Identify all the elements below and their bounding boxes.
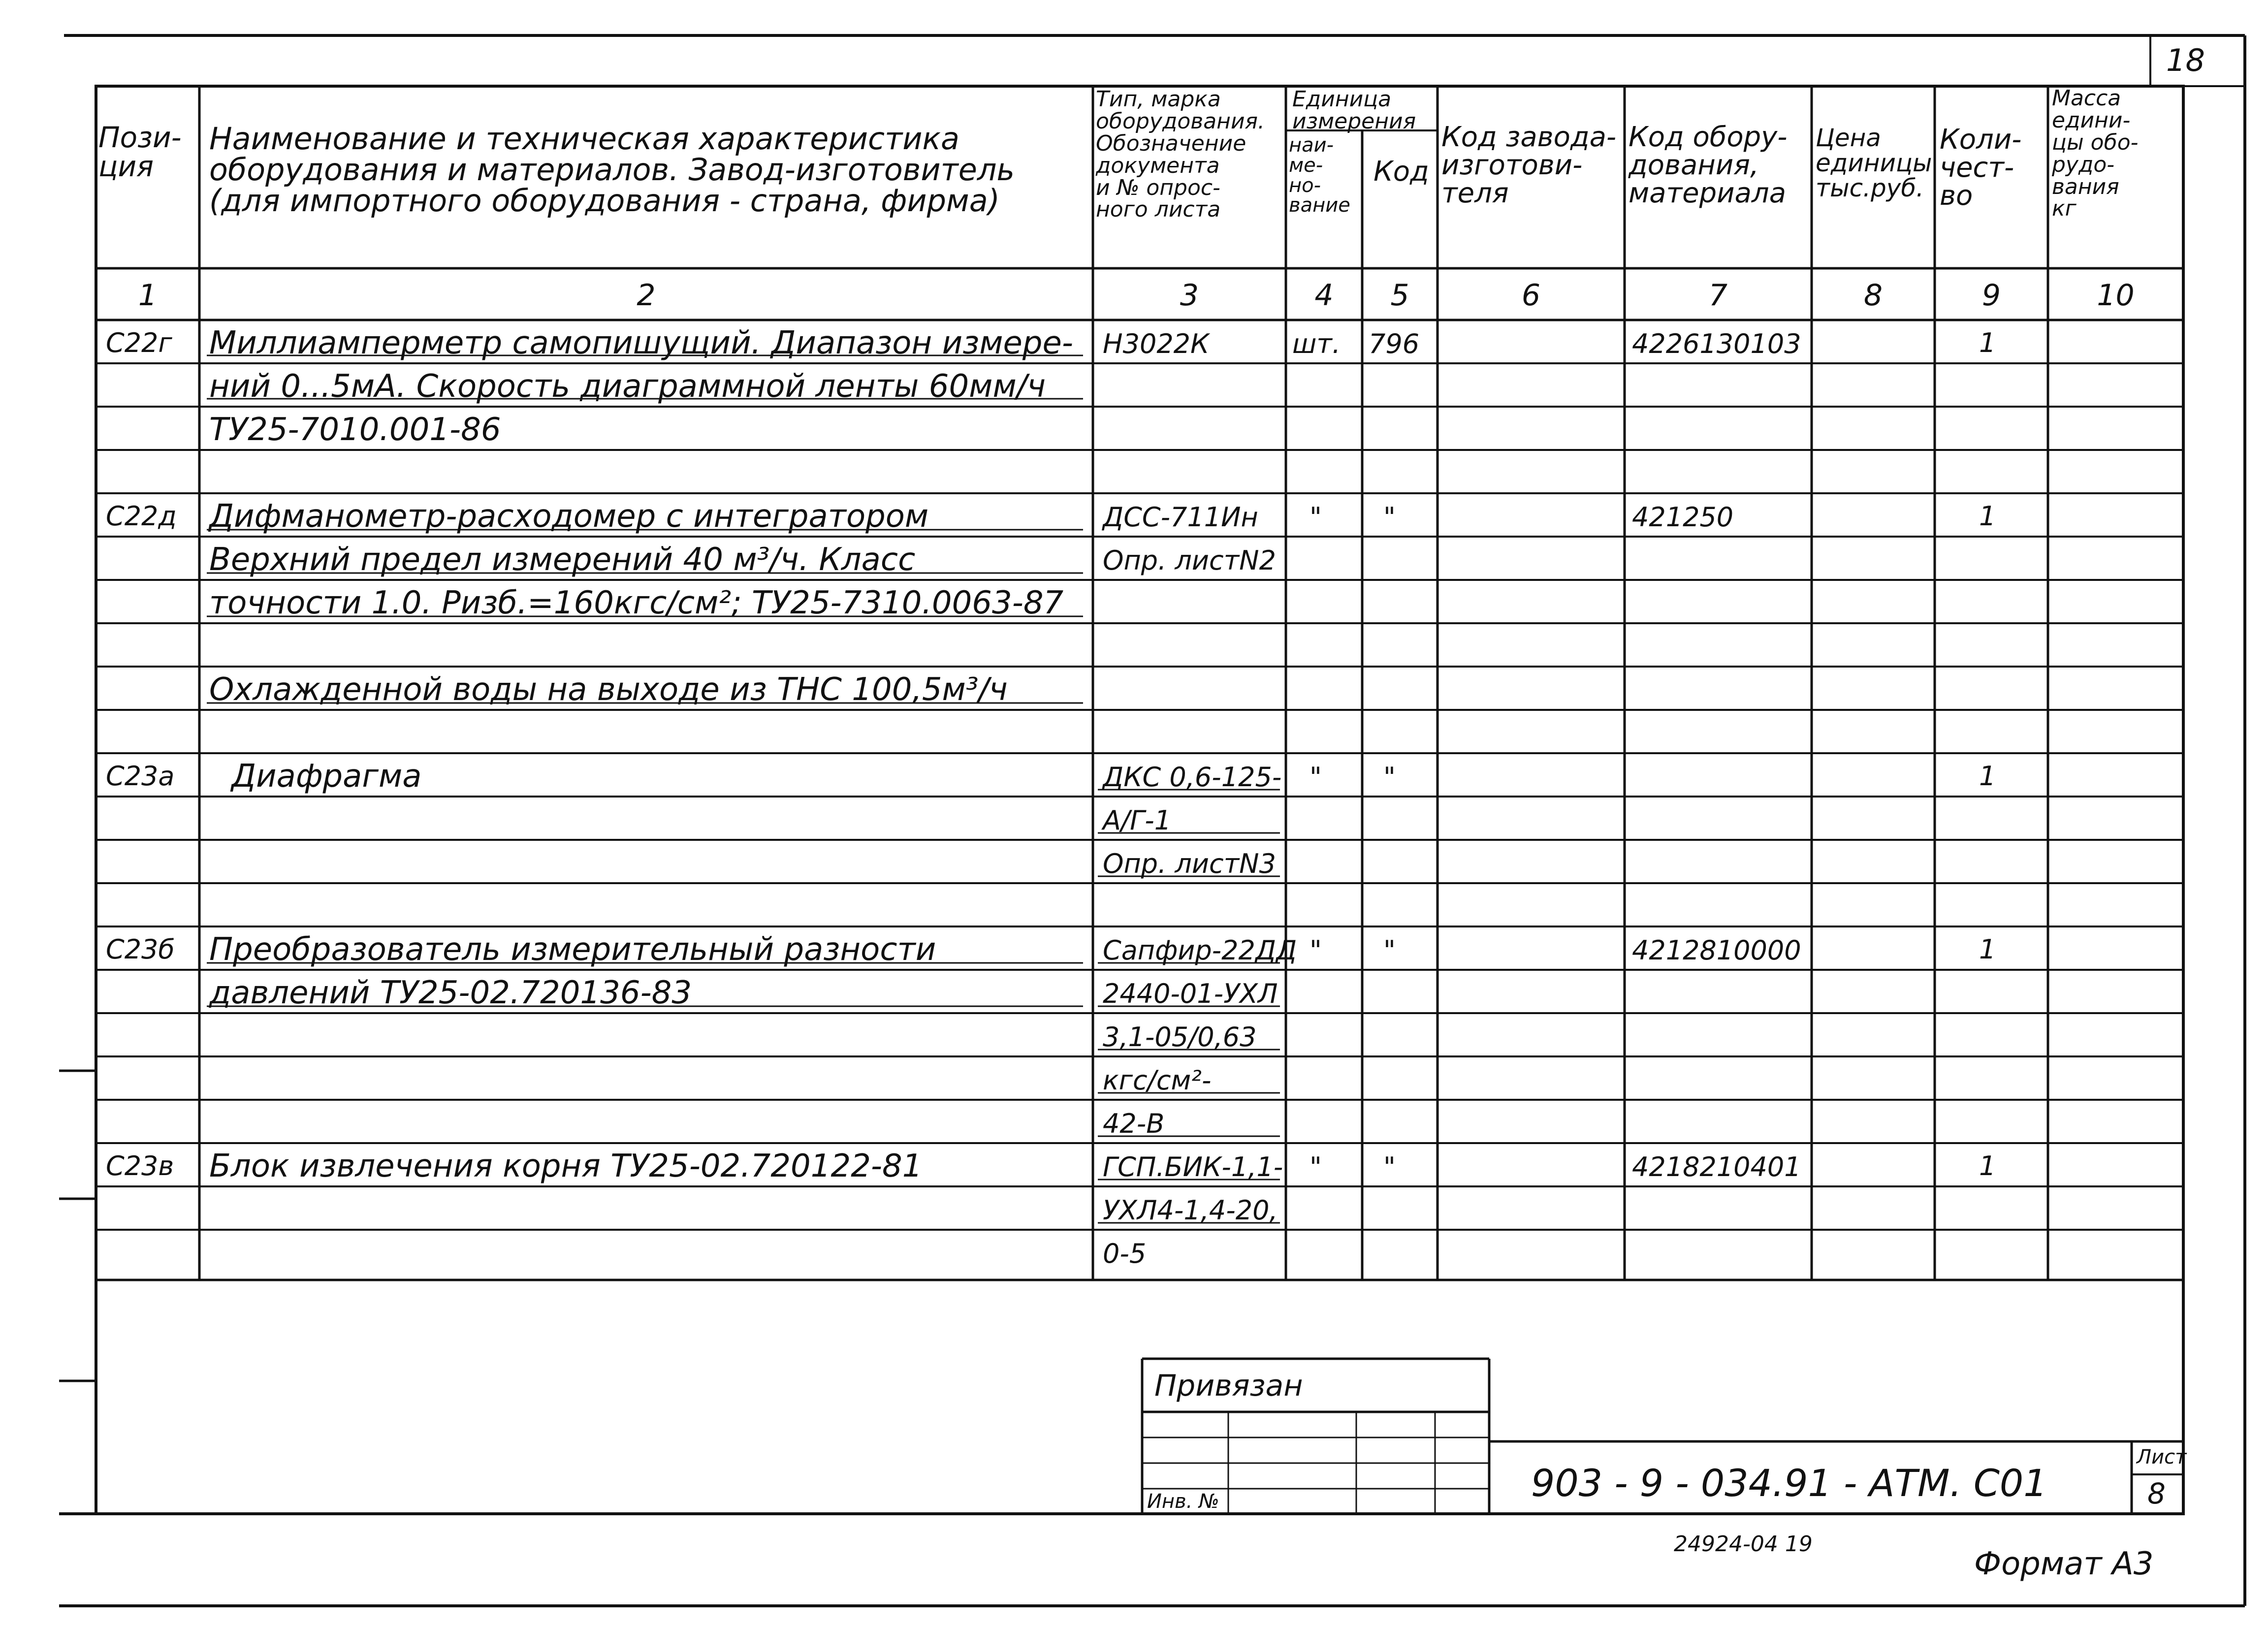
row-type: 42-В	[1103, 1108, 1165, 1139]
row-description-line: Диафрагма	[231, 758, 422, 795]
row-equipment-code: 4226130103	[1632, 328, 1801, 359]
row-position: С22д	[106, 501, 177, 532]
row-type: Сапфир-22ДД	[1103, 935, 1297, 966]
inventory-number-label: Инв. №	[1147, 1490, 1219, 1513]
row-description-line: Охлажденной воды на выходе из ТНС 100,5м³/ч	[209, 671, 1008, 708]
col-number: 7	[1708, 278, 1728, 313]
row-unit-code: 796	[1369, 328, 1420, 359]
row-position: С23в	[106, 1150, 174, 1181]
row-description-line: Миллиамперметр самопишущий. Диапазон измере-	[209, 325, 1073, 361]
row-quantity: 1	[1979, 501, 1996, 532]
header-unit-name: наи- ме- но- вание	[1289, 134, 1350, 217]
row-type: ДСС-711Ин	[1103, 502, 1258, 533]
col-number: 9	[1981, 278, 2001, 313]
row-unit: "	[1310, 935, 1322, 966]
header-quantity: Коли- чест- во	[1940, 124, 2022, 212]
col-number: 5	[1390, 278, 1409, 313]
row-description-line: Дифманометр-расходомер с интегратором	[209, 498, 929, 535]
row-description-line: ТУ25-7010.001-86	[209, 412, 501, 448]
row-position: С23а	[106, 761, 175, 792]
row-unit-code: "	[1383, 502, 1396, 533]
row-type: 2440-01-УХЛ	[1103, 978, 1278, 1009]
document-code: 903 - 9 - 034.91 - АТМ. С01	[1531, 1461, 2047, 1505]
row-type: 0-5	[1103, 1238, 1147, 1269]
row-unit-code: "	[1383, 935, 1396, 966]
row-quantity: 1	[1979, 327, 1996, 358]
header-equipment-code: Код обору- дования, материала	[1629, 121, 1788, 210]
col-number: 8	[1863, 278, 1883, 313]
format-label: Формат А3	[1974, 1546, 2154, 1582]
col-number: 1	[138, 278, 158, 313]
row-quantity: 1	[1979, 1150, 1996, 1181]
row-type: кгс/см²-	[1103, 1065, 1212, 1096]
col-number: 6	[1521, 278, 1541, 313]
row-type: Опр. листN3	[1103, 848, 1276, 879]
row-equipment-code: 4212810000	[1632, 935, 1801, 966]
row-type: Н3022К	[1103, 328, 1210, 359]
row-unit-code: "	[1383, 762, 1396, 793]
col-number: 4	[1314, 278, 1334, 313]
header-unit-group: Единица измерения	[1292, 87, 1416, 134]
row-unit-code: "	[1383, 1151, 1396, 1182]
archive-number: 24924-04 19	[1674, 1532, 1813, 1557]
row-description-line: давлений ТУ25-02.720136-83	[209, 975, 692, 1011]
row-description-line: Блок извлечения корня ТУ25-02.720122-81	[209, 1148, 923, 1184]
header-position: Пози- ция	[98, 121, 182, 184]
row-unit: "	[1310, 1151, 1322, 1182]
row-description-line: Преобразователь измерительный разности	[209, 931, 936, 968]
row-position: С22г	[106, 327, 172, 358]
row-type: А/Г-1	[1103, 805, 1172, 836]
header-type: Тип, марка оборудования. Обозначение документа и № опрос- ного листа	[1096, 87, 1265, 223]
row-description-line: точности 1.0. Ризб.=160кгс/см²; ТУ25-7310.0063-87	[209, 585, 1064, 621]
page-number: 18	[2166, 42, 2205, 78]
header-price: Цена единицы тыс.руб.	[1816, 124, 1932, 202]
row-unit: "	[1310, 762, 1322, 793]
col-number: 3	[1180, 278, 1199, 313]
row-unit: шт.	[1292, 328, 1341, 359]
row-unit: "	[1310, 502, 1322, 533]
header-mass: Масса едини- цы обо- рудо- вания кг	[2052, 86, 2139, 222]
privyazan-label: Привязан	[1154, 1369, 1303, 1403]
row-type: Опр. листN2	[1103, 545, 1276, 576]
row-type: УХЛ4-1,4-20,	[1103, 1195, 1278, 1226]
header-name: Наименование и техническая характеристика оборудования и материалов. Завод-изготовитель (для импортного оборудования - страна, фирма)	[209, 121, 1015, 219]
col-number: 10	[2097, 278, 2135, 313]
sheet-label: Лист	[2137, 1446, 2187, 1468]
header-factory-code: Код завода- изготови- теля	[1441, 121, 1617, 210]
sheet-number: 8	[2147, 1477, 2166, 1510]
row-quantity: 1	[1979, 761, 1996, 792]
row-equipment-code: 421250	[1632, 502, 1734, 533]
row-position: С23б	[106, 934, 175, 965]
header-unit-code: Код	[1374, 156, 1429, 188]
row-description-line: ний 0...5мА. Скорость диаграммной ленты 60мм/ч	[209, 368, 1046, 405]
row-quantity: 1	[1979, 934, 1996, 965]
row-equipment-code: 4218210401	[1632, 1151, 1801, 1182]
row-type: ГСП.БИК-1,1-	[1103, 1151, 1283, 1182]
col-number: 2	[637, 278, 656, 313]
row-type: 3,1-05/0,63	[1103, 1021, 1257, 1053]
row-type: ДКС 0,6-125-	[1103, 762, 1282, 793]
row-description-line: Верхний предел измерений 40 м³/ч. Класс	[209, 542, 916, 578]
